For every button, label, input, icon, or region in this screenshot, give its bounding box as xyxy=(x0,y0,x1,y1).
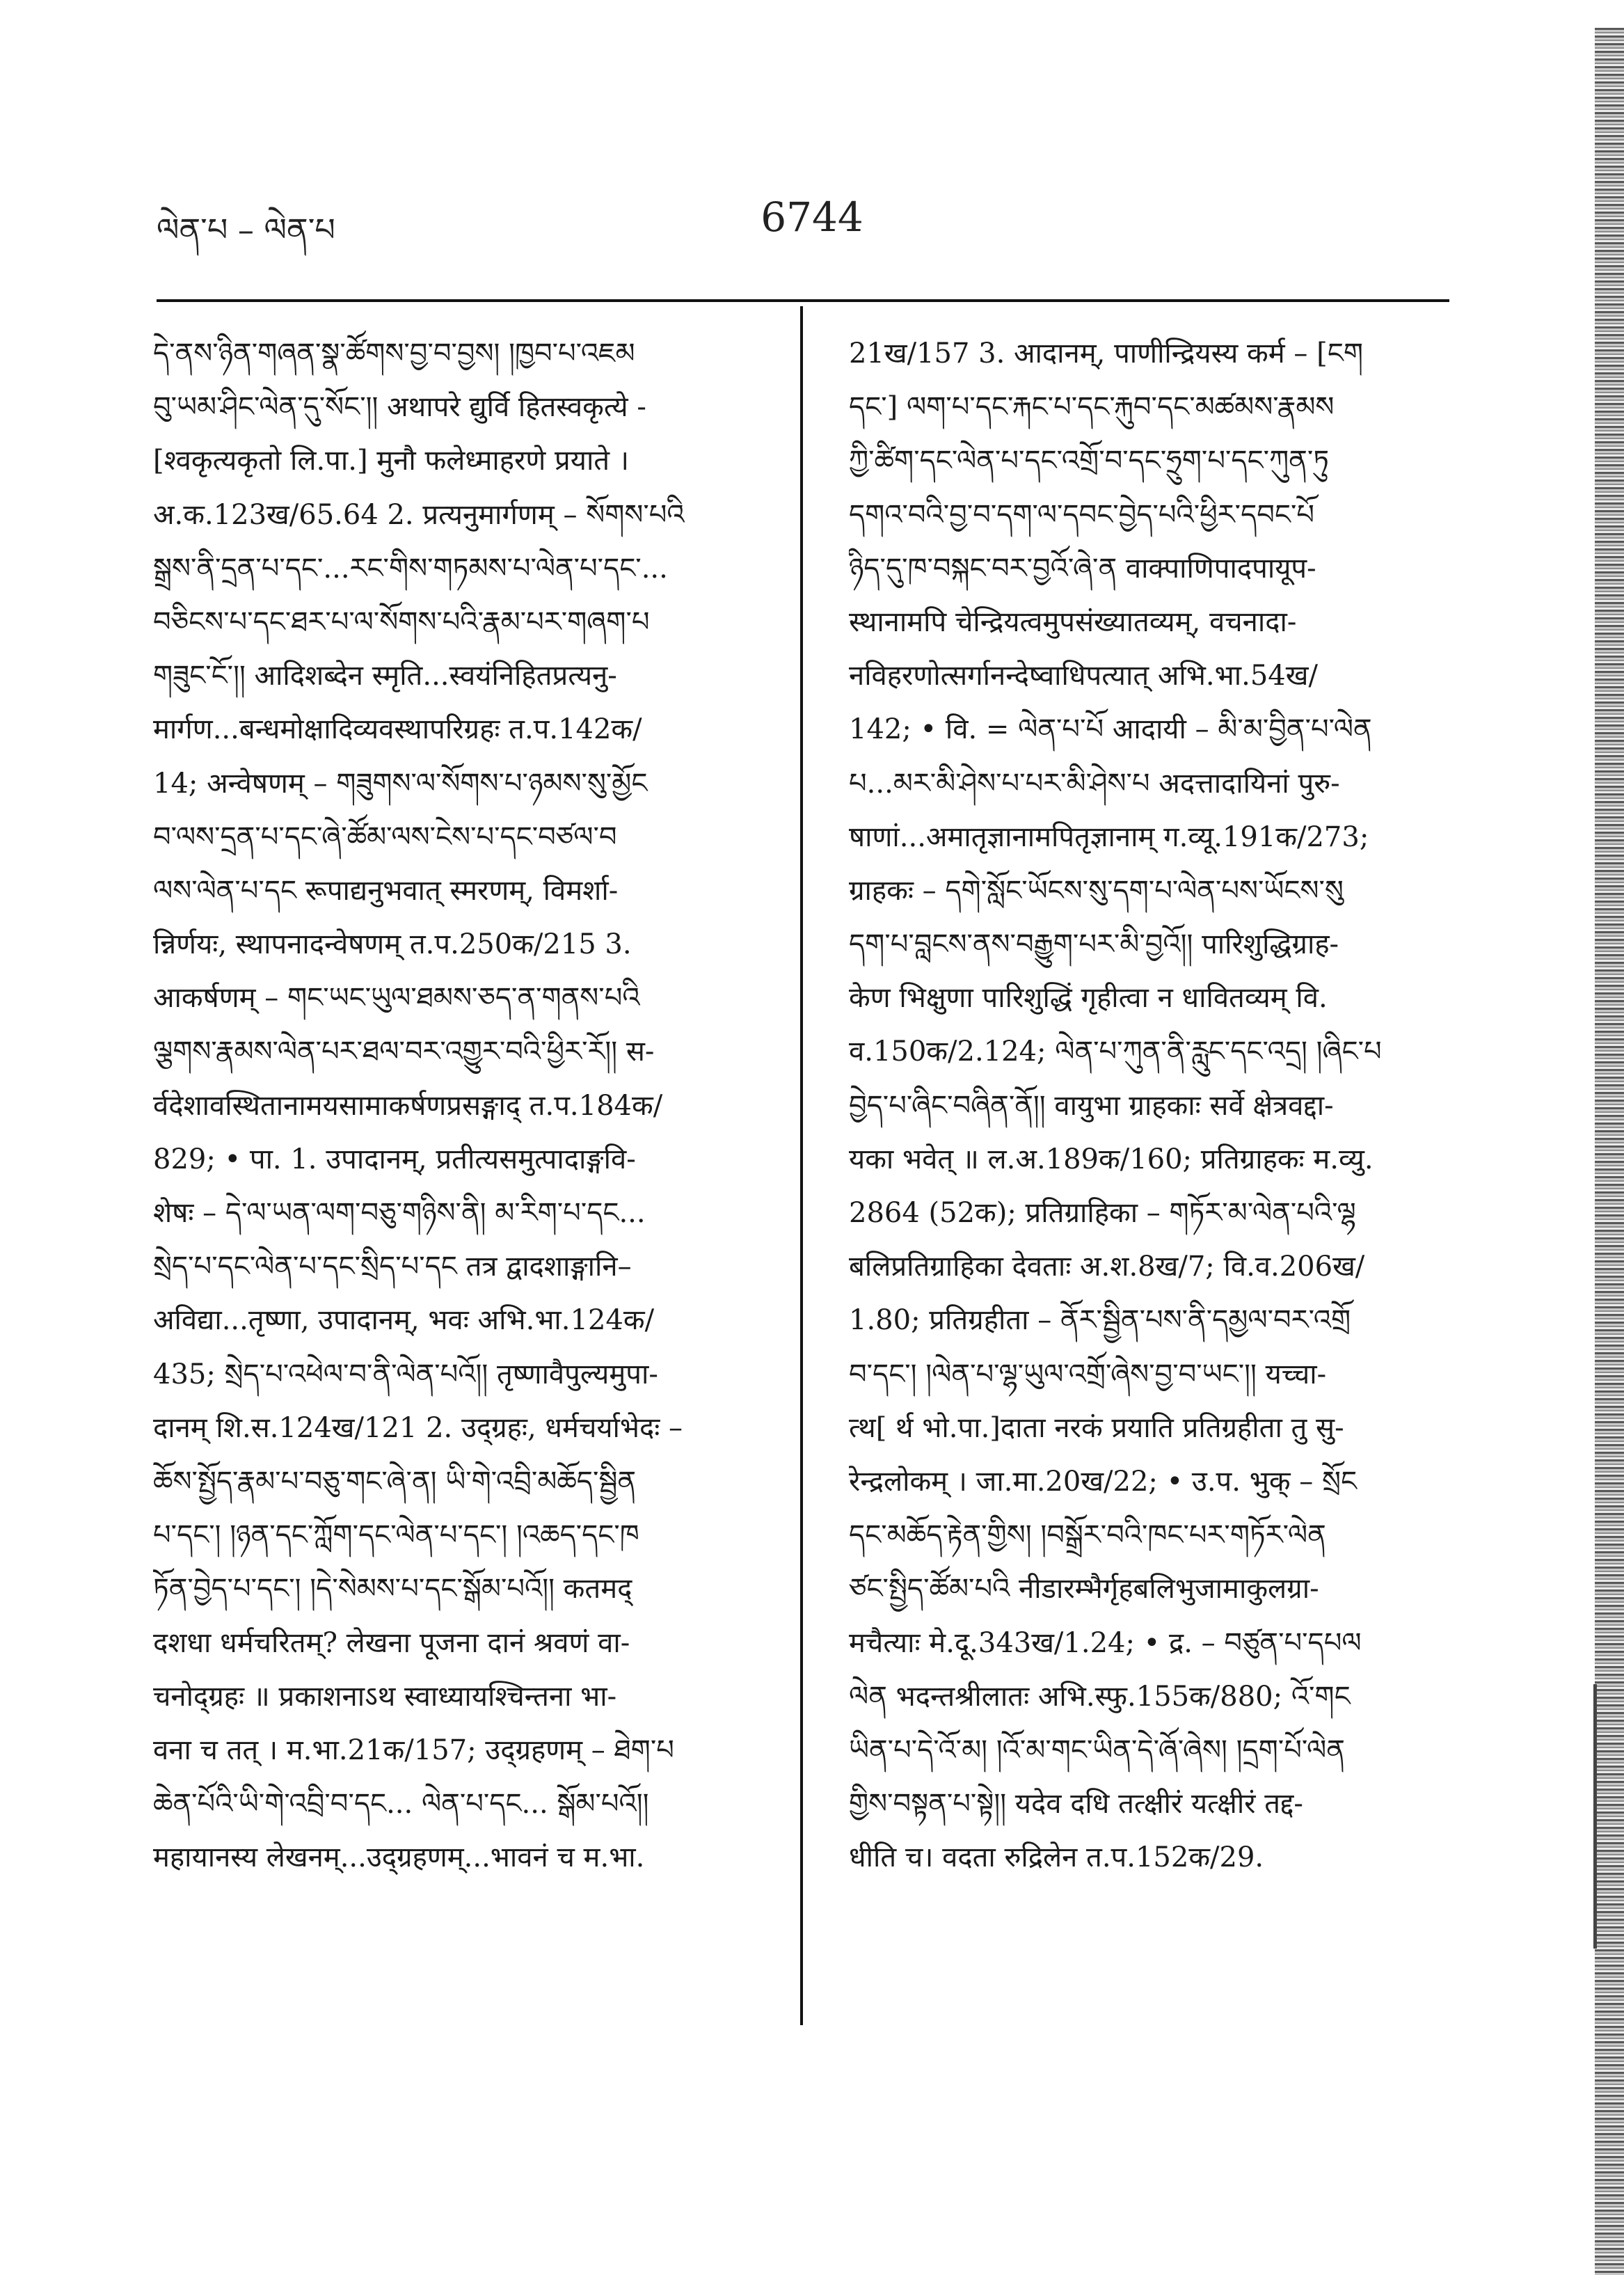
text-line: དེ་ནས་ཉིན་གཞན་སྣ་ཚོགས་བྱ་བ་བྱས། །ཁྱབ་པ་འཇམ xyxy=(153,338,635,370)
text-line: मचैत्याः मे.दू.343ख/1.24; • द्र. – བཙུན་པ་དཔལ xyxy=(849,1626,1362,1659)
text-line: अविद्या...तृष्णा, उपादानम्, भवः अभि.भा.124क/ xyxy=(153,1304,655,1337)
text-line: शेषः – དེ་ལ་ཡན་ལག་བཅུ་གཉིས་ནི། མ་རིག་པ་དང... xyxy=(153,1197,646,1229)
text-line: ཉིད་དུ་ཁ་བསྐང་བར་བྱའོ་ཞེ་ན वाक्पाणिपादपायूप- xyxy=(849,552,1316,585)
text-line: रेन्द्रलोकम् । जा.मा.20ख/22; • उ.प. भुक् – སྲོང xyxy=(849,1465,1358,1498)
text-line: པ...མར་མི་ཤེས་པ་པར་མི་ཤེས་པ अदत्तादायिनां पुरु- xyxy=(849,767,1340,800)
text-line: 829; • पा. 1. उपादानम्, प्रतीत्यसमुत्पादाङ्गवि- xyxy=(153,1143,636,1175)
text-line: གཟུང་ངོ་།། आदिशब्देन स्मृति...स्वयंनिहितप्रत्यनु- xyxy=(153,660,617,692)
right-column xyxy=(849,327,1461,1885)
text-line: अ.क.123ख/65.64 2. प्रत्यनुमार्गणम् – སོགས་པའི xyxy=(153,498,685,531)
text-line: दानम् शि.स.124ख/121 2. उद्ग्रहः, धर्मचर्याभेदः – xyxy=(153,1411,683,1444)
text-line: ལས་ལེན་པ་དང रूपाद्यनुभवात् स्मरणम्, विमर्शा- xyxy=(153,874,619,907)
text-line: བུ་ཡམ་ཤིང་ལེན་དུ་སོང་།། अथापरे द्युर्वि हितस्वकृत्ये - xyxy=(153,391,646,424)
text-line: त्थ[ र्थ भो.पा.]दाता नरकं प्रयाति प्रतिग्रहीता तु सु- xyxy=(849,1411,1344,1444)
text-line: र्वदेशावस्थितानामयसामाकर्षणप्रसङ्गाद् त.प.184क/ xyxy=(153,1089,663,1122)
text-line: वना च तत् । म.भा.21क/157; उद्ग्रहणम् – ཐེག་པ xyxy=(153,1734,674,1766)
column-divider xyxy=(800,306,803,2025)
text-line: न्निर्णयः, स्थापनादन्वेषणम् त.प.250क/215 3. xyxy=(153,928,632,961)
text-line: 14; अन्वेषणम् – གཟུགས་ལ་སོགས་པ་ཉམས་སུ་མྱོང xyxy=(153,767,648,800)
text-line: चनोद्ग्रहः ॥ प्रकाशनाऽथ स्वाध्यायश्चिन्तना भा- xyxy=(153,1680,617,1713)
text-line: नविहरणोत्सर्गानन्देष्वाधिपत्यात् अभि.भा.54ख/ xyxy=(849,660,1318,692)
text-line: बलिप्रतिग्राहिका देवताः अ.श.8ख/7; वि.व.206ख/ xyxy=(849,1251,1365,1283)
text-line: ཙང་སྤྱིད་ཚོམ་པའི नीडारम्भैर्गृहबलिभुजामाकुलग्रा- xyxy=(849,1573,1319,1606)
header-rule xyxy=(157,299,1449,302)
text-line: ལེན भदन्तश्रीलातः अभि.स्फु.155क/880; འོ་གང xyxy=(849,1680,1351,1713)
text-line: केण भिक्षुणा पारिशुद्धिं गृहीत्वा न धावितव्यम् वि. xyxy=(849,982,1328,1015)
text-line: धीति च। वदता रुद्रिलेन त.प.152क/29. xyxy=(849,1841,1264,1874)
text-line: ཀྱི་ཚིག་དང་ལེན་པ་དང་འགྲོ་བ་དང་ཧྲུག་པ་དང་ཀུན་ཏུ xyxy=(849,445,1329,477)
text-line: དང་མཆོད་རྟེན་གྱིས། །བསྒྲོར་བའི་ཁང་པར་གཏོར་ལེན xyxy=(849,1519,1326,1552)
text-line: 435; སྲེད་པ་འཕེལ་བ་ནི་ལེན་པའོ།། तृष्णावैपुल्यमुपा- xyxy=(153,1358,658,1390)
text-line: षाणां...अमातृज्ञानामपितृज्ञानाम् ग.व्यू.191क/273; xyxy=(849,821,1369,853)
text-line: བ་དང་། །ལེན་པ་ལྷ་ཡུལ་འགྲོ་ཞེས་བྱ་བ་ཡང་།། यच्चा- xyxy=(849,1358,1327,1390)
text-line: ལྕགས་རྣམས་ལེན་པར་ཐལ་བར་འགྱུར་བའི་ཕྱིར་རོ།། स- xyxy=(153,1036,655,1068)
text-line: དག་པ་བླངས་ནས་བརྒྱུག་པར་མི་བྱའོ།། पारिशुद्धिग्राह- xyxy=(849,928,1339,961)
text-line: བ་ལས་དྲན་པ་དང་ཞེ་ཚོམ་ལས་ངེས་པ་དང་བཙལ་བ xyxy=(153,821,617,853)
text-line: 142; • वि. = ལེན་པ་པོ आदायी – མི་མ་བྱིན་པ་ལེན xyxy=(849,713,1372,746)
text-line: སྲེད་པ་དང་ལེན་པ་དང་སྲིད་པ་དང तत्र द्वादशाङ्गानि– xyxy=(153,1251,632,1283)
text-line: स्थानामपि चेन्द्रियत्वमुपसंख्यातव्यम्, वचनादा- xyxy=(849,605,1297,638)
text-line: 21ख/157 3. आदानम्, पाणीन्द्रियस्य कर्म – [ངག xyxy=(849,338,1363,370)
text-line: ཆོས་སྤྱོད་རྣམ་པ་བཅུ་གང་ཞེ་ན། ཡི་གེ་འབྲི་མཆོད་སྦྱིན xyxy=(153,1465,637,1498)
page-number: 6744 xyxy=(761,193,863,241)
text-line: [श्वकृत्यकृतो लि.पा.] मुनौ फलेध्माहरणे प्रयाते । xyxy=(153,445,629,477)
text-line: 2864 (52क); प्रतिग्राहिका – གཏོར་མ་ལེན་པའི་ལྷ xyxy=(849,1197,1356,1229)
running-head: ལེན་པ – ལེན་པ xyxy=(157,211,335,248)
text-line: ཏོན་བྱེད་པ་དང་། །དེ་སེམས་པ་དང་སྒོམ་པའོ།། कतमद् xyxy=(153,1573,632,1606)
text-line: दशधा धर्मचरितम्? लेखना पूजना दानं श्रवणं वा- xyxy=(153,1626,630,1659)
text-line: मार्गण...बन्धमोक्षादिव्यवस्थापरिग्रहः त.प.142क/ xyxy=(153,713,642,746)
text-line: དང་] ལག་པ་དང་རྐང་པ་དང་རྐུབ་དང་མཚམས་རྣམས xyxy=(849,391,1335,424)
text-line: དགའ་བའི་བྱ་བ་དག་ལ་དབང་བྱེད་པའི་ཕྱིར་དབང་པོ xyxy=(849,498,1314,531)
text-line: आकर्षणम् – གང་ཡང་ཡུལ་ཐམས་ཅད་ན་གནས་པའི xyxy=(153,982,640,1015)
text-line: व.150क/2.124; ལེན་པ་ཀུན་ནི་རླུང་དང་འདྲ། །ཞིང་པ xyxy=(849,1036,1382,1068)
text-line: སྒྲས་ནི་དྲན་པ་དང་...རང་གིས་གཏམས་པ་ལེན་པ་དང་... xyxy=(153,552,668,585)
text-line: ग्राहकः – དགེ་སློང་ཡོངས་སུ་དག་པ་ལེན་པས་ཡོངས་སུ xyxy=(849,874,1344,907)
text-line: བཅིངས་པ་དང་ཐར་པ་ལ་སོགས་པའི་རྣམ་པར་གཞག་པ xyxy=(153,605,650,638)
text-line: པ་དང་། །ཉན་དང་ཀློག་དང་ལེན་པ་དང་། །འཆད་དང་ཁ xyxy=(153,1519,639,1552)
text-line: ཡིན་པ་དེ་འོ་མ། །འོ་མ་གང་ཡིན་དེ་ཞོ་ཞེས། །དྲག་པོ་ལེན xyxy=(849,1734,1345,1766)
left-column xyxy=(153,327,765,1885)
text-line: ཆེན་པོའི་ཡི་གེ་འབྲི་བ་དང... ལེན་པ་དང... སྒོམ་པའོ།། xyxy=(153,1788,649,1821)
scan-edge xyxy=(1595,28,1624,2275)
text-line: 1.80; प्रतिग्रहीता – ནོར་སྦྱིན་པས་ནི་དམྱལ་བར་འགྲོ xyxy=(849,1304,1351,1337)
margin-mark xyxy=(1593,1684,1597,1949)
text-line: महायानस्य लेखनम्...उद्ग्रहणम्...भावनं च म.भा. xyxy=(153,1841,645,1874)
text-line: བྱེད་པ་ཞིང་བཞིན་ནོ།། वायुभा ग्राहकाः सर्वे क्षेत्रवद्दा- xyxy=(849,1089,1334,1122)
text-line: यका भवेत् ॥ ल.अ.189क/160; प्रतिग्राहकः म.व्यु. xyxy=(849,1143,1374,1175)
text-line: གྱིས་བསྟན་པ་སྟེ།། यदेव दधि तत्क्षीरं यत्क्षीरं तद्द- xyxy=(849,1788,1303,1821)
